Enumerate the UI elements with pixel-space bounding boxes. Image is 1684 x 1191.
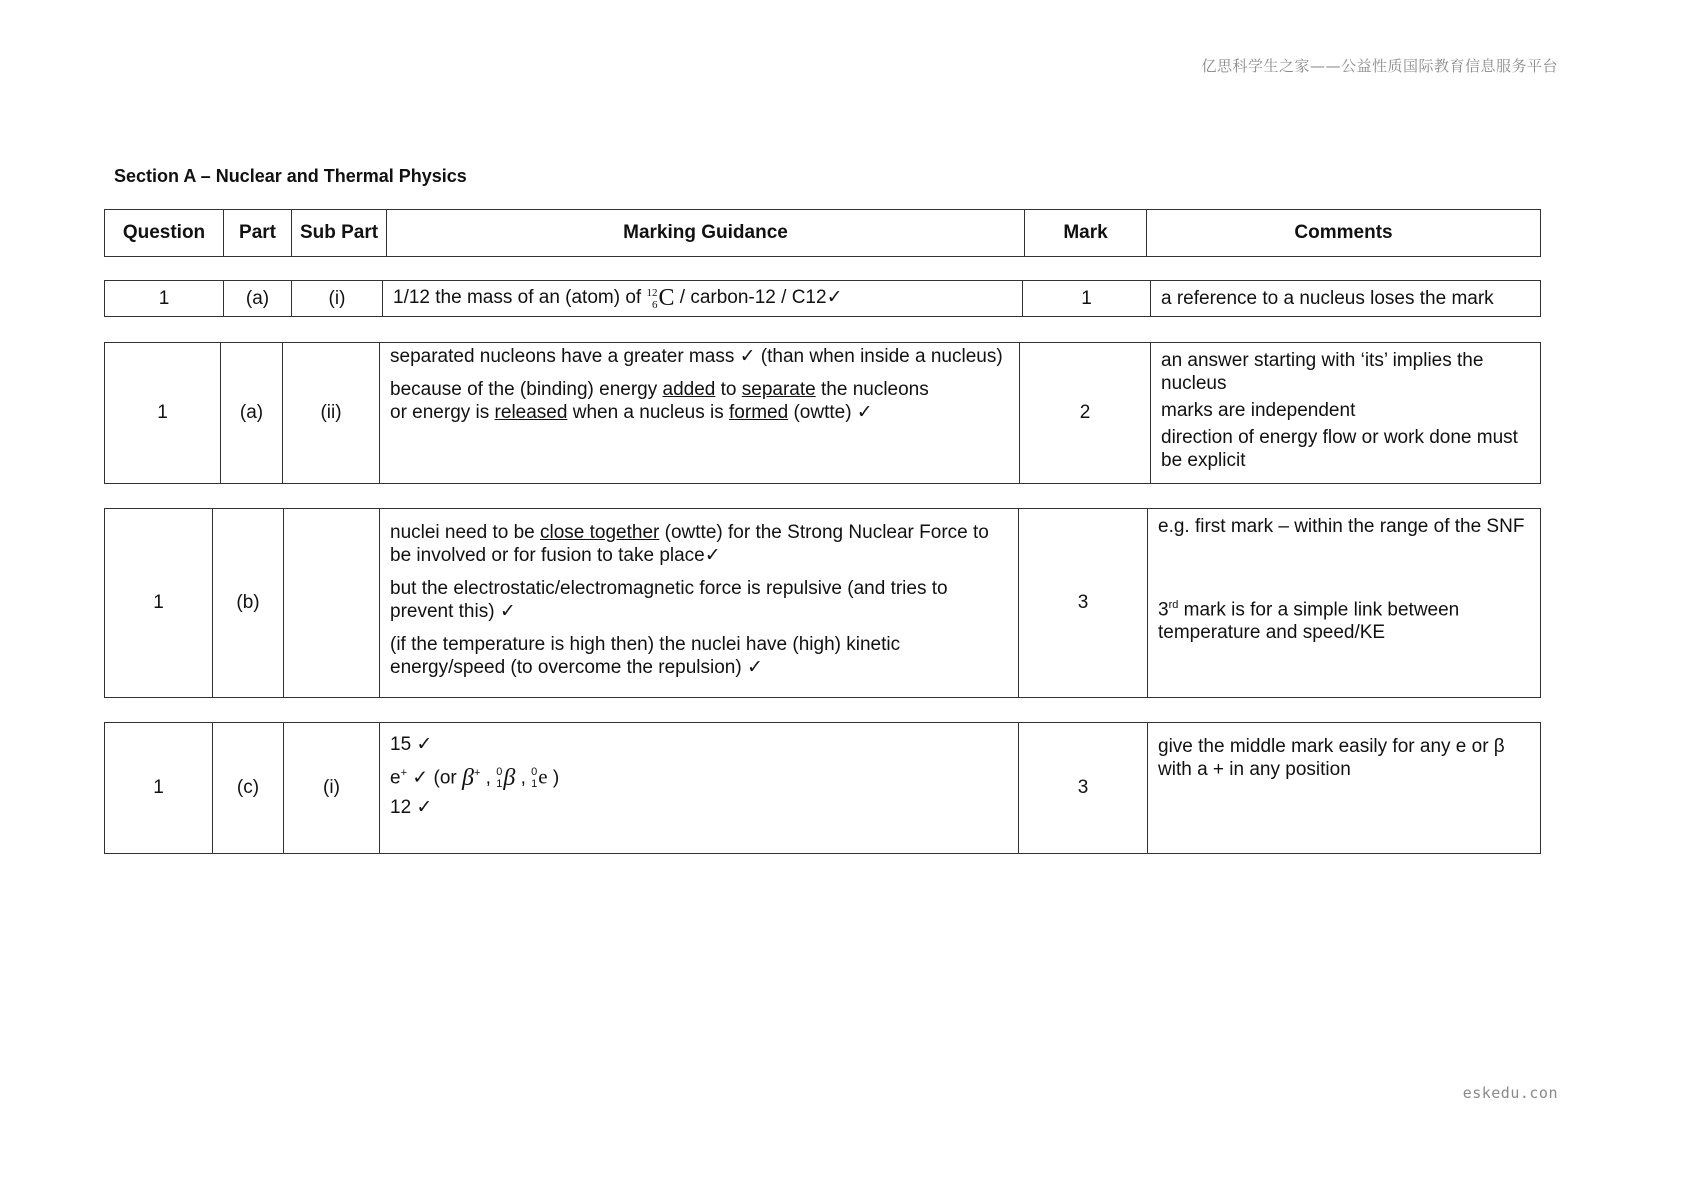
question-cell: 1 (105, 343, 221, 484)
guidance-text-post: / carbon-12 / C12✓ (679, 286, 843, 308)
nuclide-mass-number: 12 (646, 286, 658, 299)
comment-cell (1148, 723, 1541, 854)
sub-part-cell (284, 509, 380, 698)
positron-nuclide-numbers: 0 1 (531, 766, 538, 791)
header-sub-part: Sub Part (292, 210, 387, 257)
sub-part-cell: (i) (284, 723, 380, 854)
guidance-line: 15 ✓ (390, 734, 433, 755)
guidance-line-positron: e+ ✓ (or β+ , 0 1 β , 0 1 e ) (390, 764, 560, 791)
beta-nuclide-numbers: 0 1 (496, 766, 503, 791)
question-cell: 1 (105, 723, 213, 854)
section-title: Section A – Nuclear and Thermal Physics (114, 166, 467, 186)
header-table (104, 209, 1541, 257)
mark-cell: 3 (1019, 723, 1148, 854)
guidance-cell (383, 281, 1023, 317)
guidance-cell (380, 509, 1019, 698)
row-1a-ii (104, 342, 1541, 484)
header-mark: Mark (1025, 210, 1147, 257)
comment-line: e.g. first mark – within the range of the SNF (1158, 516, 1525, 537)
sub-part-cell: (ii) (283, 343, 380, 484)
guidance-point: separated nucleons have a greater mass ✓ (than when inside a nucleus) (390, 346, 1003, 367)
comment-cell (1151, 343, 1541, 484)
guidance-text-pre: 1/12 the mass of an (atom) of (393, 286, 642, 308)
guidance-cell (380, 343, 1020, 484)
row-1a-i (104, 280, 1541, 317)
comment-cell (1148, 509, 1541, 698)
beta-nuclide-symbol: β (503, 764, 516, 791)
question-cell: 1 (105, 509, 213, 698)
header-part: Part (224, 210, 292, 257)
guidance-point: because of the (binding) energy added to separate the nucleons (390, 379, 929, 400)
comment-line: 3rd mark is for a simple link between temperature and speed/KE (1158, 599, 1460, 644)
guidance-point: nuclei need to be close together (owtte) for the Strong Nuclear Force to be involved or for fusion to take place✓ (390, 522, 989, 566)
mark-cell: 3 (1019, 509, 1148, 698)
guidance-point: (if the temperature is high then) the nuclei have (high) kinetic energy/speed (to overcome the repulsion) ✓ (390, 634, 901, 678)
part-cell: (a) (224, 281, 292, 317)
part-cell: (b) (213, 509, 284, 698)
question-cell: 1 (105, 281, 224, 317)
part-cell: (a) (221, 343, 283, 484)
carbon-12-nuclide (646, 285, 674, 312)
comment-line: an answer starting with ‘its’ implies the nucleus (1161, 350, 1484, 394)
sub-part-cell: (i) (292, 281, 383, 317)
row-1c-i (104, 722, 1541, 854)
header-comments: Comments (1147, 210, 1541, 257)
comment-line: give the middle mark easily for any e or β with a + in any position (1158, 736, 1505, 780)
mark-cell: 1 (1023, 281, 1151, 317)
guidance-cell (380, 723, 1019, 854)
comment-line: marks are independent (1161, 400, 1356, 421)
beta-plus-symbol: β (462, 764, 474, 791)
header-marking-guidance: Marking Guidance (387, 210, 1025, 257)
guidance-point: or energy is released when a nucleus is formed (owtte) ✓ (390, 402, 873, 423)
watermark-bottom: eskedu.con (1462, 1084, 1558, 1102)
row-1b (104, 508, 1541, 698)
comment-line: direction of energy flow or work done must be explicit (1161, 427, 1518, 471)
guidance-point: but the electrostatic/electromagnetic force is repulsive (and tries to prevent this) ✓ (390, 578, 948, 622)
guidance-line: 12 ✓ (390, 797, 433, 819)
watermark-top: 亿思科学生之家——公益性质国际教育信息服务平台 (1201, 57, 1558, 75)
nuclide-symbol: C (658, 285, 675, 311)
comment-cell: a reference to a nucleus loses the mark (1151, 281, 1541, 317)
positron-nuclide-symbol: e (538, 764, 548, 789)
mark-cell: 2 (1020, 343, 1151, 484)
part-cell: (c) (213, 723, 284, 854)
header-question: Question (105, 210, 224, 257)
nuclide-atomic-number: 6 (651, 298, 658, 311)
